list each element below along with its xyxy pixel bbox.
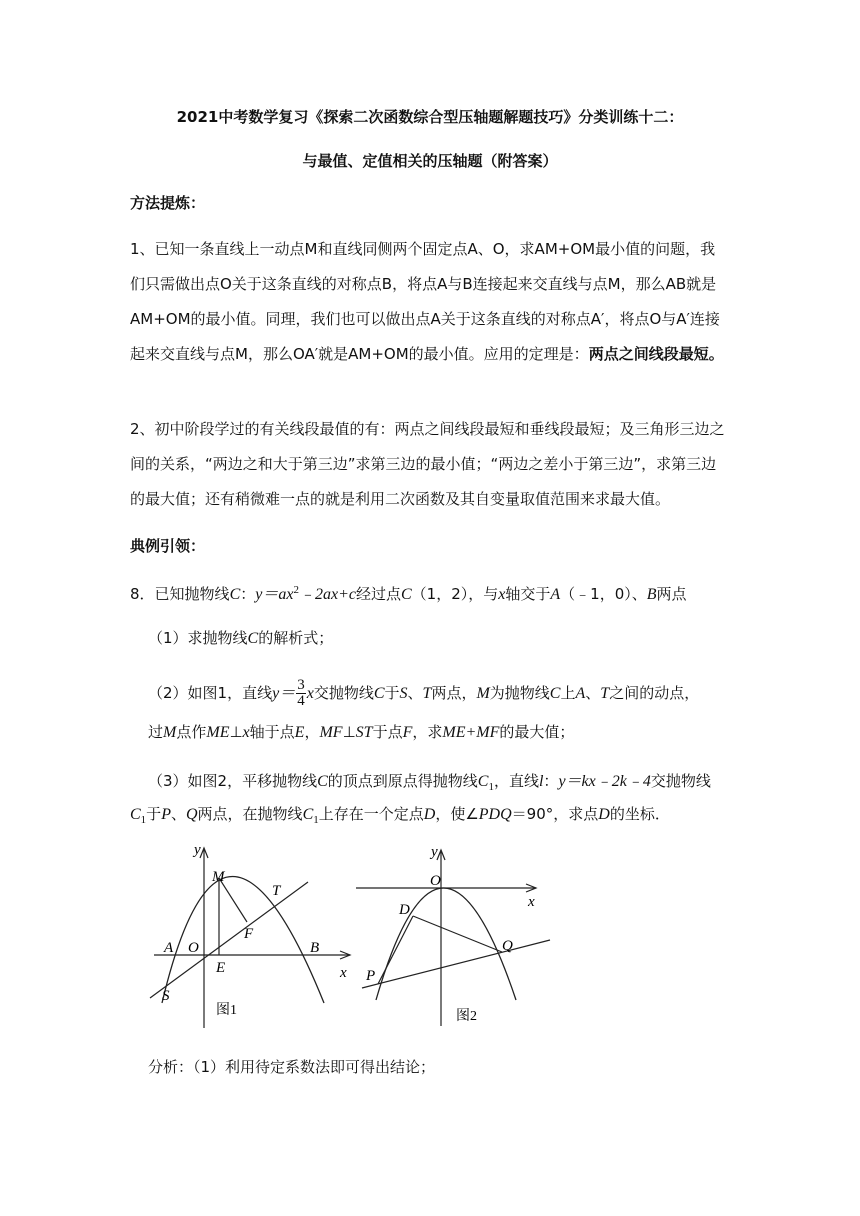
text-run: ： [543,772,559,790]
question-2-line-2 [148,722,574,743]
text-run: ，直线 [493,772,539,790]
figure-2-label-p: P [366,968,376,984]
figure-2-parabola [376,888,516,1000]
figure-2-label-x: x [528,894,535,910]
method-point-2-text: 2、初中阶段学过的有关线段最值的有：两点之间线段最短和垂线段最短；及三角形三边之间的关系，“两边之和大于第三边”求第三边的最小值；“两边之差小于第三边”，求第三边的最大值；还有稍微难一点的就是利用二次函数及其自变量取值范围来求最大值。 [130,420,725,508]
math-sub: 1 [313,814,319,826]
method-point-1-text: 1、已知一条直线上一动点M和直线同侧两个固定点A、O，求AM+OM最小值的问题，我们只需做出点O关于这条直线的对称点B，将点A与B连接起来交直线与点M，那么AB就是AM+OM的最小值。同理，我们也可以做出点A关于这条直线的对称点A′，将点O与A′连接起来交直线与点M，那么OA′就是AM+OM的最小值。应用的定理是： [130,240,720,363]
text-run: 过 [148,723,164,741]
text-run: 于 [384,684,400,702]
figure-1-label-e: E [216,960,226,976]
text-run: ，求 [412,723,443,741]
document-title-line2: 与最值、定值相关的压轴题（附答案） [302,152,558,170]
text-run: 的坐标． [609,805,670,823]
fraction-denominator: 4 [297,693,305,709]
fraction-three-quarters [296,678,306,709]
math-run: A [575,685,586,702]
math-run: ﹣2ax+c [298,586,356,603]
question-3-line-2 [130,804,670,830]
method-point-1-bold: 两点之间线段最短。 [588,345,724,363]
math-run: D [598,806,610,823]
figure-2-label-o: O [430,873,441,889]
text-run: 交抛物线 [313,684,374,702]
problem-stem [130,580,687,605]
figure-1-label-m: M [212,869,225,885]
text-run: 之间的动点， [609,684,700,702]
text-run: （2）如图1，直线 [148,684,273,702]
math-sup: 2 [293,584,299,596]
math-run: C [247,630,259,647]
math-run: A [550,586,561,603]
figure-1-line-st [150,882,308,998]
figure-1-label-f: F [244,926,254,942]
figure-2 [352,840,557,1032]
figure-2-line-l [362,940,550,988]
text-run: ⊥ [342,723,356,741]
figure-2-segment-dp [378,916,413,984]
text-run: （1，2），与 [411,585,499,603]
figure-2-caption: 图2 [456,1009,477,1024]
method-point-1 [130,232,730,372]
math-run: ME+MF [442,724,500,741]
math-run: T [422,685,432,702]
text-run: 、 [170,805,186,823]
math-run: ST [355,724,373,741]
text-run: 于点 [372,723,403,741]
math-run: P [161,806,171,823]
method-heading: 方法提炼： [130,194,206,212]
math-run: x [306,685,314,702]
math-run: C [477,773,489,790]
figure-1-parabola [162,877,324,1004]
math-run: MF [319,724,343,741]
math-run: B [646,586,657,603]
text-run: （1）求抛物线 [148,629,248,647]
text-run: 上存在一个定点 [318,805,424,823]
figure-2-segment-dq [413,916,502,952]
method-point-2 [130,412,730,517]
figure-1-label-s: S [162,988,170,1004]
figure-1-label-y: y [194,842,201,858]
math-run: C [373,685,385,702]
text-run: 、 [407,684,423,702]
text-run: 两点， [431,684,477,702]
figure-1 [140,838,355,1033]
text-run: 于 [146,805,162,823]
fraction-numerator: 3 [297,677,305,693]
question-1 [148,628,333,649]
math-run: C [302,806,314,823]
math-run: E [294,724,305,741]
problem-number: 8． [130,585,155,603]
math-run: C [317,773,328,790]
math-run: y＝ [272,685,296,702]
figure-1-label-t: T [272,883,281,899]
text-run: ⊥ [229,723,243,741]
math-sub: 1 [140,814,147,826]
text-run: （3）如图2，平移抛物线 [148,772,318,790]
figure-1-caption: 图1 [216,1003,237,1018]
text-run: 交抛物线 [650,772,711,790]
math-run: T [600,685,610,702]
math-run: x [498,586,506,603]
text-run: 两点 [656,585,687,603]
math-run: Q [185,806,198,823]
text-run: ＝90°，求点 [511,805,599,823]
math-run: C [130,806,141,823]
question-3-line-1 [148,771,711,797]
text-run: 轴交于 [505,585,551,603]
question-2-line-1 [148,678,699,709]
text-run: ，使∠ [435,805,479,823]
figure-1-label-b: B [310,940,320,956]
text-run: （﹣1，0）、 [560,585,647,603]
figure-2-label-d: D [399,902,410,918]
text-run: 两点，在抛物线 [197,805,303,823]
text-run: 的最大值； [499,723,575,741]
math-run: C [549,685,561,702]
figure-1-label-o: O [188,940,199,956]
figure-2-label-q: Q [502,938,513,954]
text-run: ： [240,585,256,603]
math-run: C [229,586,241,603]
text-run: 点作 [176,723,207,741]
math-run: M [163,724,177,741]
example-heading: 典例引领： [130,537,206,555]
text-run: 经过点 [355,585,401,603]
text-run: 已知抛物线 [154,585,230,603]
math-run: S [399,685,408,702]
analysis-line: 分析：（1）利用待定系数法即可得出结论； [148,1058,436,1076]
text-run: 为抛物线 [489,684,550,702]
math-run: x [242,724,250,741]
figure-1-label-x: x [340,965,347,981]
text-run: 上 [560,684,576,702]
math-run: PDQ [478,806,512,823]
math-sub: 1 [488,781,494,793]
math-run: y＝kx﹣2k﹣4 [558,773,651,790]
text-run: 的解析式； [258,629,334,647]
text-run: 、 [585,684,601,702]
math-run: M [476,685,490,702]
text-run: 轴于点 [249,723,295,741]
math-run: D [423,806,436,823]
math-run: ME [206,724,230,741]
math-run: F [402,724,413,741]
document-title-line1: 2021中考数学复习《探索二次函数综合型压轴题解题技巧》分类训练十二： [176,108,684,126]
text-run: 的顶点到原点得抛物线 [327,772,478,790]
math-run: y＝ax [255,586,294,603]
figure-1-label-a: A [164,940,174,956]
math-run: l [538,773,544,790]
math-run: C [401,586,412,603]
figure-2-label-y: y [431,844,438,860]
text-run: ， [304,723,320,741]
